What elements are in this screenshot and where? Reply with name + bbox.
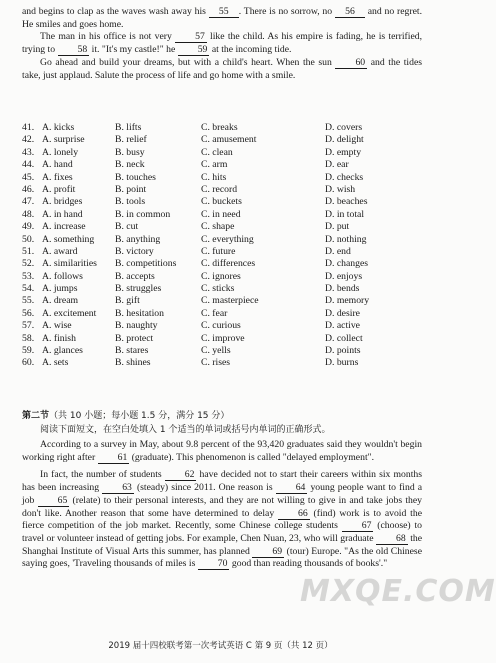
option-text: B. gift (115, 295, 140, 307)
text: the Shanghai Institute of Visual Arts this summer, has planned (22, 532, 423, 557)
option-row (22, 196, 422, 208)
text: young people want to find a job (22, 482, 423, 506)
option-text: B. hesitation (115, 307, 164, 319)
text: The man in his office is not very (40, 31, 172, 43)
text: have decided not to start their careers within six months has been increasing (22, 469, 423, 494)
option-text: D. wish (325, 183, 356, 195)
option-d (325, 258, 422, 270)
section-title: 第二节 (22, 411, 50, 421)
option-row (22, 258, 422, 270)
option-text: D. nothing (325, 233, 367, 245)
option-d (325, 147, 422, 159)
option-c (201, 295, 325, 307)
option-text: A. similarities (42, 258, 97, 270)
blank-63: 63 (102, 483, 134, 494)
option-row (22, 159, 422, 171)
option-text: D. collect (325, 332, 363, 344)
passage-1-paragraph-2 (22, 31, 422, 56)
option-row (22, 345, 422, 357)
option-c (201, 122, 325, 134)
option-d (325, 295, 422, 307)
option-text: A. dream (42, 295, 79, 307)
option-text: A. follows (42, 270, 83, 282)
option-text: D. bends (325, 283, 360, 295)
option-text: B. relief (115, 134, 147, 146)
option-text: C. differences (201, 258, 256, 270)
option-text: B. victory (115, 245, 154, 257)
blank-61: 61 (98, 453, 130, 464)
blank-70: 70 (198, 559, 230, 570)
option-text: C. arm (201, 159, 228, 171)
page-footer: 2019 届十四校联考第一次考试英语 C 第 9 页（共 12 页） (108, 641, 333, 651)
option-a (22, 159, 115, 171)
option-text: A. finish (42, 332, 76, 344)
passage-1-paragraph-3 (22, 57, 422, 82)
section-instruction: 阅读下面短文，在空白处填入 1 个适当的单词或括号内单词的正确形式。 (40, 425, 331, 435)
text: and begins to clap as the waves wash away his (22, 6, 206, 17)
option-text: D. put (325, 221, 350, 233)
option-row (22, 333, 422, 345)
question-number: 41. (22, 122, 35, 133)
option-text: D. points (325, 345, 361, 357)
option-text: A. excitement (42, 307, 97, 319)
option-b (115, 258, 201, 270)
option-text: A. in hand (42, 208, 83, 220)
section-heading (22, 410, 422, 423)
option-c (201, 234, 325, 246)
question-number: 58. (22, 332, 35, 344)
text: . There is no sorrow, no (238, 6, 333, 17)
option-b (115, 147, 201, 159)
question-number: 43. (22, 146, 35, 158)
option-row (22, 246, 422, 258)
option-d (325, 134, 422, 146)
option-text: D. in total (325, 208, 365, 220)
option-d (325, 172, 422, 184)
option-b (115, 283, 201, 295)
option-b (115, 234, 201, 246)
option-row (22, 209, 422, 221)
option-a (22, 320, 115, 332)
question-number: 60. (22, 357, 35, 369)
option-text: B. accepts (115, 270, 155, 282)
option-a (22, 234, 115, 246)
option-text: C. improve (201, 332, 245, 344)
text: (choose) to travel or volunteer instead of getting jobs. For example, Chen Nuan, 23, who will graduate (22, 520, 423, 544)
option-text: C. record (201, 183, 238, 195)
option-text: C. hits (201, 171, 227, 183)
watermark-logo: MXQE.COM (300, 574, 496, 609)
option-d (325, 357, 422, 369)
text: (steady) since 2011. One reason is (136, 482, 273, 494)
option-text: A. increase (42, 221, 86, 233)
option-a (22, 271, 115, 283)
option-c (201, 209, 325, 221)
question-number: 53. (22, 270, 35, 282)
option-text: C. sticks (201, 283, 235, 295)
option-text: C. shape (201, 221, 235, 233)
text: at the incoming tide. (211, 44, 292, 56)
blank-69: 69 (252, 547, 284, 558)
option-text: A. jumps (42, 283, 78, 295)
question-number: 54. (22, 283, 35, 295)
option-text: B. naughty (115, 320, 158, 332)
option-c (201, 134, 325, 146)
blank-66: 66 (278, 509, 310, 520)
text: good than reading thousands of books'." (231, 558, 388, 570)
option-row (22, 147, 422, 159)
option-c (201, 258, 325, 270)
option-a (22, 308, 115, 320)
option-a (22, 246, 115, 258)
option-a (22, 221, 115, 233)
option-b (115, 333, 201, 345)
option-b (115, 357, 201, 369)
question-number: 52. (22, 258, 35, 270)
option-a (22, 357, 115, 369)
option-text: D. burns (325, 357, 359, 369)
option-row (22, 271, 422, 283)
option-c (201, 184, 325, 196)
option-b (115, 134, 201, 146)
question-number: 48. (22, 208, 35, 220)
option-row (22, 357, 422, 369)
option-text: B. stares (115, 345, 149, 357)
option-row (22, 320, 422, 332)
option-row (22, 122, 422, 134)
option-text: D. ear (325, 159, 349, 171)
option-text: C. in need (201, 208, 241, 220)
option-d (325, 246, 422, 258)
option-b (115, 209, 201, 221)
option-c (201, 221, 325, 233)
blank-64: 64 (276, 483, 308, 494)
option-text: B. tools (115, 196, 146, 208)
passage-2-paragraph-2 (22, 469, 422, 571)
option-text: B. cut (115, 221, 139, 233)
text: and the tides take, just applaud. Salute the process of life and go home with a smile. (22, 56, 423, 81)
blank-68: 68 (376, 534, 408, 545)
section-subtitle: （共 10 小题；每小题 1.5 分，满分 15 分） (49, 411, 230, 421)
option-text: A. something (42, 233, 95, 245)
option-d (325, 159, 422, 171)
option-text: A. bridges (42, 196, 83, 208)
option-text: B. point (115, 183, 147, 195)
option-text: D. enjoys (325, 270, 363, 282)
option-c (201, 308, 325, 320)
option-c (201, 159, 325, 171)
option-row (22, 172, 422, 184)
option-d (325, 196, 422, 208)
option-d (325, 320, 422, 332)
option-a (22, 196, 115, 208)
option-text: C. rises (201, 357, 231, 369)
question-number: 42. (22, 134, 35, 146)
option-text: B. competitions (115, 258, 177, 270)
option-d (325, 184, 422, 196)
option-text: B. in common (115, 208, 171, 220)
option-d (325, 283, 422, 295)
option-text: D. delight (325, 134, 364, 146)
passage-1-paragraph-1 (22, 6, 422, 31)
question-number: 51. (22, 245, 35, 257)
option-b (115, 295, 201, 307)
option-text: C. ignores (201, 270, 241, 282)
option-row (22, 134, 422, 146)
text: Go ahead and build your dreams, but with a child's heart. When the sun (40, 56, 332, 68)
option-text: C. future (201, 245, 236, 257)
question-number: 45. (22, 171, 35, 183)
option-c (201, 147, 325, 159)
option-c (201, 357, 325, 369)
option-text: D. beaches (325, 196, 368, 208)
option-text: B. struggles (115, 283, 162, 295)
option-b (115, 271, 201, 283)
option-text: C. curious (201, 320, 241, 332)
option-a (22, 147, 115, 159)
passage-2-paragraph-1 (22, 439, 422, 464)
passage-1 (22, 6, 422, 82)
option-b (115, 246, 201, 258)
option-b (115, 184, 201, 196)
option-text: D. covers (325, 122, 363, 133)
option-text: A. fixes (42, 171, 73, 183)
text: and no regret. He smiles and goes home. (22, 6, 423, 30)
option-c (201, 333, 325, 345)
option-text: A. profit (42, 183, 76, 195)
text: According to a survey in May, about 9.8 percent of the 93,420 graduates said they wouldn't begin working right after (22, 439, 422, 463)
option-a (22, 134, 115, 146)
option-text: C. clean (201, 146, 233, 158)
option-d (325, 234, 422, 246)
blank-59: 59 (178, 45, 210, 56)
text: (tour) Europe. "As the old Chinese saying goes, 'Traveling thousands of miles is (22, 545, 422, 570)
option-d (325, 333, 422, 345)
option-d (325, 122, 422, 134)
option-text: D. active (325, 320, 360, 332)
question-number: 55. (22, 295, 35, 307)
option-a (22, 295, 115, 307)
option-b (115, 221, 201, 233)
question-number: 44. (22, 159, 35, 171)
question-number: 57. (22, 320, 35, 332)
blank-58: 58 (58, 45, 90, 56)
option-c (201, 345, 325, 357)
option-b (115, 196, 201, 208)
option-text: C. yells (201, 345, 231, 357)
option-text: D. memory (325, 295, 370, 307)
option-text: D. desire (325, 307, 360, 319)
option-text: B. shines (115, 357, 151, 369)
passage-2 (22, 439, 422, 571)
question-number: 50. (22, 233, 35, 245)
option-row (22, 295, 422, 307)
option-text: B. busy (115, 146, 145, 158)
option-text: A. sets (42, 357, 69, 369)
option-a (22, 258, 115, 270)
blank-56: 56 (335, 7, 365, 18)
option-b (115, 172, 201, 184)
option-text: B. protect (115, 332, 154, 344)
text: (find) work is to avoid the fierce competition of the job market. Recently, some Chinese college students (22, 507, 422, 532)
option-text: D. empty (325, 146, 362, 158)
option-b (115, 308, 201, 320)
option-c (201, 320, 325, 332)
option-a (22, 333, 115, 345)
option-text: C. everything (201, 233, 254, 245)
option-text: A. lonely (42, 146, 79, 158)
text: like the child. As his empire is fading, he is terrified, trying to (22, 31, 423, 56)
question-number: 59. (22, 345, 35, 357)
option-b (115, 345, 201, 357)
option-row (22, 234, 422, 246)
option-c (201, 246, 325, 258)
option-text: B. neck (115, 159, 145, 171)
option-c (201, 196, 325, 208)
option-c (201, 271, 325, 283)
blank-62: 62 (165, 470, 197, 481)
question-number: 46. (22, 183, 35, 195)
question-number: 47. (22, 196, 35, 208)
blank-65: 65 (38, 496, 70, 507)
option-a (22, 209, 115, 221)
text: it. "It's my castle!" he (91, 44, 176, 56)
option-d (325, 271, 422, 283)
option-text: A. glances (42, 345, 83, 357)
option-text: A. award (42, 245, 78, 257)
question-number: 56. (22, 307, 35, 319)
option-text: A. kicks (42, 122, 75, 133)
option-text: D. checks (325, 171, 364, 183)
option-row (22, 308, 422, 320)
option-text: A. surprise (42, 134, 85, 146)
blank-67: 67 (342, 521, 374, 532)
option-text: B. touches (115, 171, 156, 183)
option-d (325, 221, 422, 233)
option-c (201, 172, 325, 184)
option-row (22, 221, 422, 233)
option-text: C. buckets (201, 196, 242, 208)
answer-options-list (22, 122, 422, 370)
text: (relate) to their personal interests, and they are not willing to give in and take jobs they don't like. Another reason that some have determined to delay (22, 494, 423, 519)
text: In fact, the number of students (40, 469, 162, 481)
question-number: 49. (22, 221, 35, 233)
option-text: C. amusement (201, 134, 257, 146)
option-text: A. wise (42, 320, 72, 332)
text: (graduate). This phenomenon is called "delayed employment". (131, 451, 375, 463)
option-text: C. fear (201, 307, 228, 319)
option-a (22, 172, 115, 184)
option-text: D. end (325, 245, 351, 257)
option-text: C. masterpiece (201, 295, 259, 307)
blank-60: 60 (335, 58, 367, 69)
option-c (201, 283, 325, 295)
option-d (325, 345, 422, 357)
option-text: D. changes (325, 258, 369, 270)
option-row (22, 283, 422, 295)
option-text: A. hand (42, 159, 73, 171)
option-a (22, 184, 115, 196)
option-b (115, 320, 201, 332)
option-b (115, 122, 201, 134)
option-text: C. breaks (201, 122, 238, 133)
blank-55: 55 (209, 7, 239, 18)
option-d (325, 209, 422, 221)
option-a (22, 283, 115, 295)
option-d (325, 308, 422, 320)
option-text: B. anything (115, 233, 161, 245)
option-text: B. lifts (115, 122, 142, 133)
blank-57: 57 (175, 32, 207, 43)
option-b (115, 159, 201, 171)
option-a (22, 345, 115, 357)
option-a (22, 122, 115, 134)
option-row (22, 184, 422, 196)
